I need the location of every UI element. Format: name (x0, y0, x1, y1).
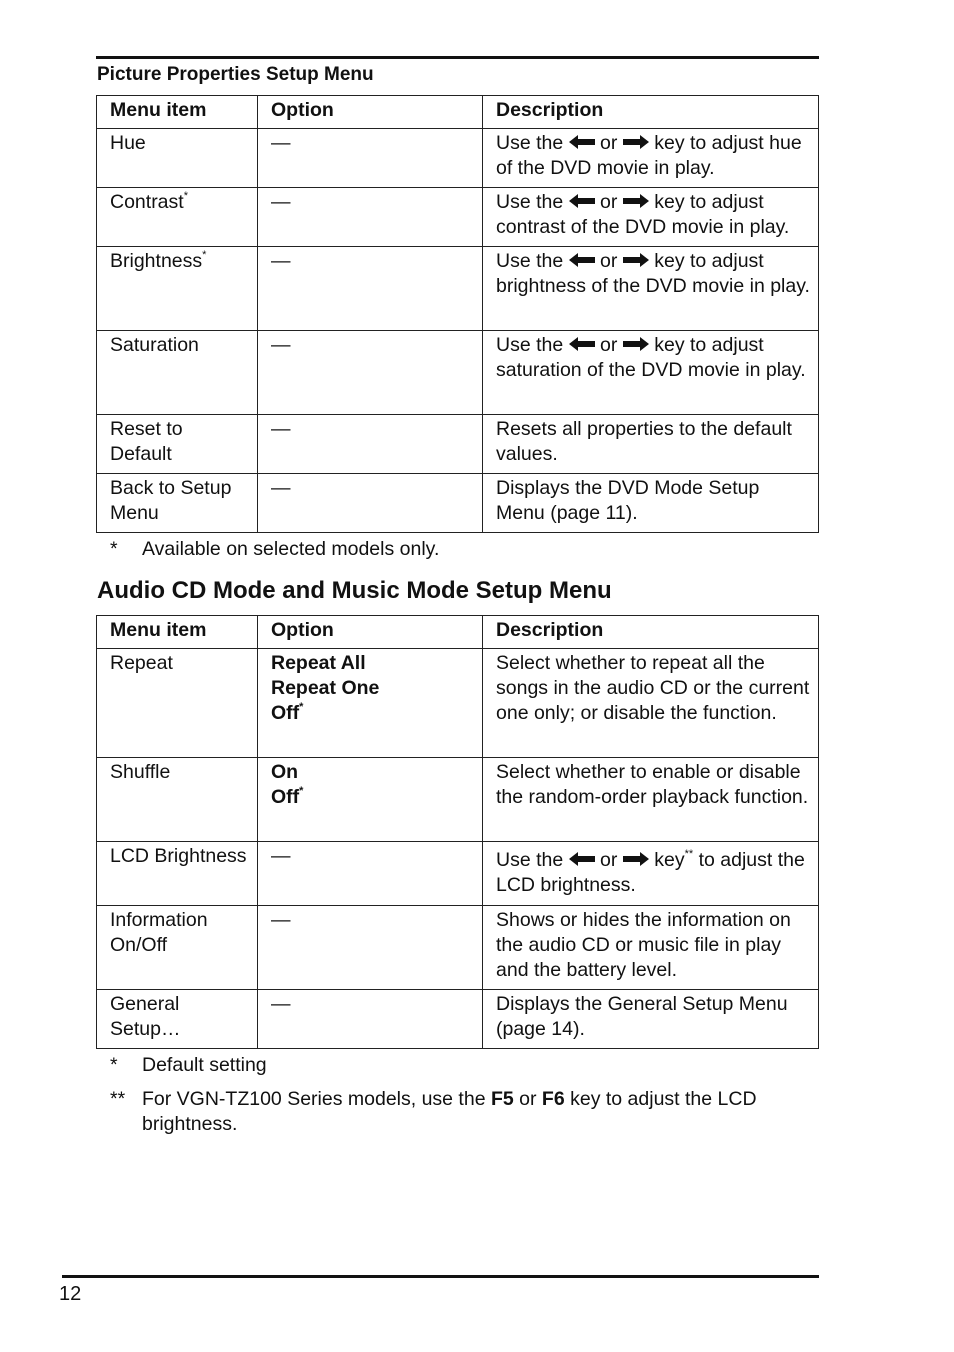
menu-item-cell (97, 188, 258, 247)
left-arrow-key-icon (569, 135, 595, 149)
table-row (97, 188, 819, 247)
footnote-text: Available on selected models only. (142, 538, 440, 560)
menu-item-cell (97, 990, 258, 1049)
default-marker: * (299, 700, 304, 713)
footnote-mark: ** (110, 1088, 126, 1110)
menu-item-lcd-brightness: LCD Brightness (110, 845, 247, 867)
footnote-text: For VGN-TZ100 Series models, use the F5 or F6 key to adjust the LCD brightness. (142, 1088, 757, 1135)
option-cell (258, 649, 483, 758)
f6-key-label: F6 (541, 1088, 565, 1110)
table-header-row (97, 616, 819, 649)
description-cell: Shows or hides the information on the audio CD or music file in play and the battery level. (483, 906, 819, 990)
menu-item-information: Information On/Off (110, 909, 208, 956)
option-on: On (271, 761, 299, 783)
table-caption: Picture Properties Setup Menu (97, 64, 374, 85)
page-number: 12 (59, 1283, 82, 1305)
option-cell (258, 842, 483, 906)
menu-item-cell (97, 842, 258, 906)
left-arrow-key-icon (569, 337, 595, 351)
description-cell: Use the or key to adjust hue of the DVD movie in play. (483, 129, 819, 188)
description-cell: Use the or key** to adjust the LCD brightness. (483, 842, 819, 906)
menu-item-cell (97, 906, 258, 990)
option-off: Off* (271, 700, 304, 724)
menu-item-repeat: Repeat (110, 652, 173, 674)
menu-item-cell (97, 247, 258, 331)
f5-key-label: F5 (490, 1088, 514, 1110)
table-row (97, 906, 819, 990)
option-dash: — (271, 909, 291, 931)
table-row (97, 758, 819, 842)
section-heading: Audio CD Mode and Music Mode Setup Menu (97, 577, 612, 604)
table-header-row (97, 96, 819, 129)
menu-item-general-setup: General Setup… (110, 993, 181, 1040)
right-arrow-key-icon (623, 852, 649, 866)
header-description: Description (483, 96, 819, 129)
option-repeat-all: Repeat All (271, 652, 366, 674)
option-cell (258, 758, 483, 842)
default-marker: * (299, 784, 304, 797)
option-dash: — (271, 334, 291, 356)
option-dash: — (271, 132, 291, 154)
option-repeat-one: Repeat One (271, 677, 380, 699)
left-arrow-key-icon (569, 852, 595, 866)
option-cell (258, 188, 483, 247)
menu-item-brightness: Brightness (110, 250, 203, 272)
footnote-text: Default setting (142, 1054, 267, 1076)
description-cell: Use the or key to adjust brightness of the DVD movie in play. (483, 247, 819, 331)
menu-item-cell (97, 474, 258, 533)
header-option: Option (258, 96, 483, 129)
bottom-rule (62, 1275, 819, 1278)
right-arrow-key-icon (623, 135, 649, 149)
option-dash: — (271, 845, 291, 867)
description-cell: Select whether to repeat all the songs in the audio CD or the current one only; or disable the function. (483, 649, 819, 758)
table-row (97, 842, 819, 906)
option-cell (258, 906, 483, 990)
option-dash: — (271, 477, 291, 499)
picture-properties-table (96, 95, 819, 533)
table-row (97, 331, 819, 415)
top-rule (96, 56, 819, 59)
left-arrow-key-icon (569, 194, 595, 208)
table-row (97, 990, 819, 1049)
table-row (97, 649, 819, 758)
menu-item-cell (97, 649, 258, 758)
header-menu-item: Menu item (97, 616, 258, 649)
header-description: Description (483, 616, 819, 649)
description-cell: Displays the General Setup Menu (page 14). (483, 990, 819, 1049)
option-cell (258, 247, 483, 331)
header-menu-item: Menu item (97, 96, 258, 129)
menu-item-cell (97, 415, 258, 474)
menu-item-saturation: Saturation (110, 334, 199, 356)
table-row (97, 247, 819, 331)
table-row (97, 415, 819, 474)
right-arrow-key-icon (623, 337, 649, 351)
description-cell: Select whether to enable or disable the random-order playback function. (483, 758, 819, 842)
footnote-mark: * (110, 1054, 118, 1076)
menu-item-shuffle: Shuffle (110, 761, 171, 783)
description-cell: Use the or key to adjust saturation of the DVD movie in play. (483, 331, 819, 415)
option-dash: — (271, 191, 291, 213)
menu-item-cell (97, 331, 258, 415)
menu-item-contrast: Contrast (110, 191, 184, 213)
footnote-mark: * (110, 538, 118, 560)
description-cell: Displays the DVD Mode Setup Menu (page 11). (483, 474, 819, 533)
table-row (97, 129, 819, 188)
audio-cd-setup-table (96, 615, 819, 1049)
right-arrow-key-icon (623, 253, 649, 267)
table-row (97, 474, 819, 533)
right-arrow-key-icon (623, 194, 649, 208)
footnote-marker: * (202, 248, 207, 261)
menu-item-reset: Reset to Default (110, 418, 183, 465)
option-off: Off* (271, 784, 304, 808)
description-cell: Use the or key to adjust contrast of the DVD movie in play. (483, 188, 819, 247)
option-cell (258, 331, 483, 415)
footnote-marker: ** (684, 847, 694, 860)
option-cell (258, 990, 483, 1049)
menu-item-hue: Hue (110, 132, 146, 154)
description-cell: Resets all properties to the default values. (483, 415, 819, 474)
option-dash: — (271, 250, 291, 272)
menu-item-cell (97, 758, 258, 842)
left-arrow-key-icon (569, 253, 595, 267)
footnote-marker: * (183, 189, 188, 202)
menu-item-cell (97, 129, 258, 188)
menu-item-back-to-setup: Back to Setup Menu (110, 477, 232, 524)
option-dash: — (271, 418, 291, 440)
header-option: Option (258, 616, 483, 649)
option-cell (258, 129, 483, 188)
option-dash: — (271, 993, 291, 1015)
option-cell (258, 415, 483, 474)
option-cell (258, 474, 483, 533)
